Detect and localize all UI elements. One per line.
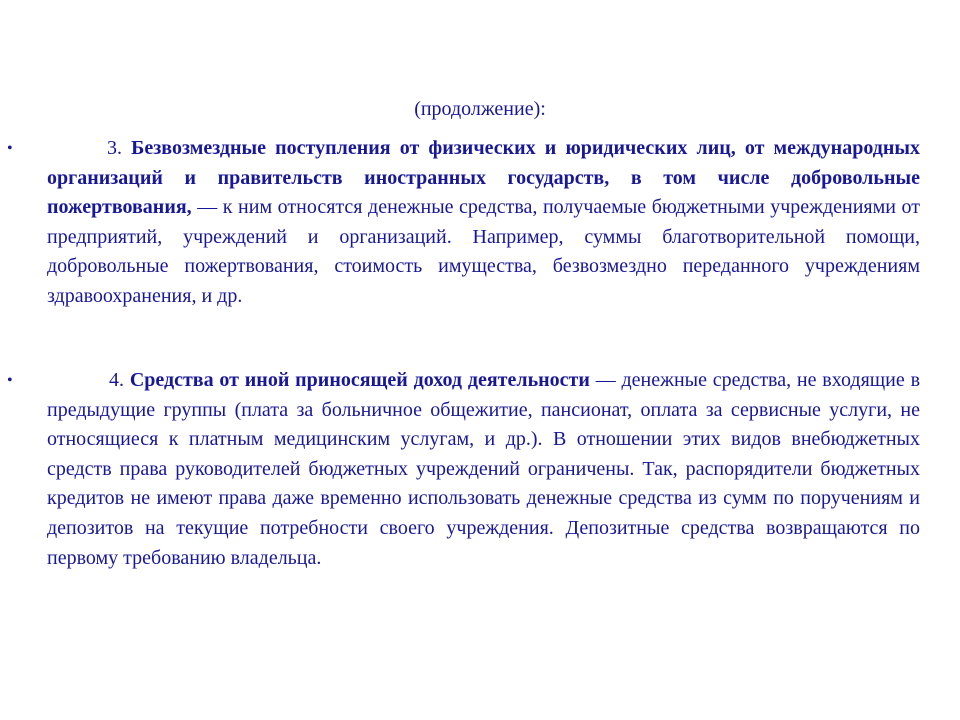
slide-subtitle: (продолжение): bbox=[414, 98, 546, 120]
bullet-item-4 bbox=[7, 366, 921, 573]
bullet-icon: • bbox=[7, 372, 13, 389]
item-heading: Средства от иной приносящей доход деятельности bbox=[129, 369, 590, 391]
bullet-item-3 bbox=[7, 134, 921, 312]
item-text: — к ним относятся денежные средства, получаемые бюджетными учреждениями от предприятий, учреждений и организаций. Например, суммы благотворительной помощи, добровольные пожертвования, стоимость имущества, безвозмездно переданного учреждениям здравоохранения, и др. bbox=[47, 196, 921, 307]
item-text: — денежные средства, не входящие в предыдущие группы (плата за больничное общежитие, пансионат, оплата за сервисные услуги, не относящиеся к платным медицинским услугам, и др.). В отношении этих видов внебюджетных средств права руководителей бюджетных учреждений ограничены. Так, распорядители бюджетных кредитов не имеют права даже временно использовать денежные средства из сумм по поручениям и депозитов на текущие потребности своего учреждения. Депозитные средства возвращаются по первому требованию владельца. bbox=[47, 369, 921, 569]
item-heading: Безвозмездные поступления от физических и юридических лиц, от международных организаций и правительств иностранных государств, в том числе добровольные пожертвования, bbox=[47, 137, 921, 219]
item-number: 3. bbox=[107, 137, 122, 159]
item-number: 4. bbox=[109, 369, 124, 391]
bullet-icon: • bbox=[7, 140, 13, 157]
